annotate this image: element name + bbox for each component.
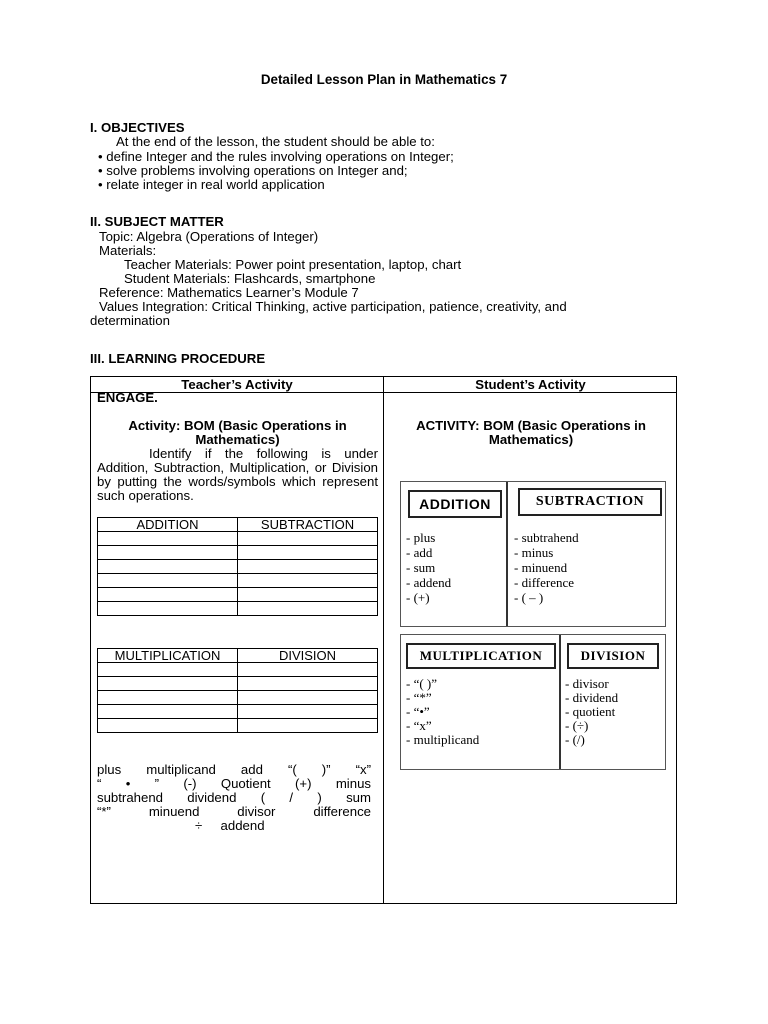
subtraction-label: SUBTRACTION (518, 488, 662, 516)
values-integration-cont: determination (90, 313, 170, 328)
procedure-heading: III. LEARNING PROCEDURE (90, 351, 266, 366)
subtraction-answers (514, 530, 579, 605)
answer-item: - divisor (565, 676, 609, 691)
answer-item: - “( )” (406, 676, 438, 691)
teacher-activity-title: Activity: BOM (Basic Operations in Mathematics) (128, 418, 347, 447)
grid-header-subtraction: SUBTRACTION (238, 518, 378, 532)
answer-item: - (+) (406, 590, 430, 605)
materials-label: Materials: (99, 243, 157, 258)
grid-cell[interactable] (238, 719, 378, 733)
grid-cell[interactable] (238, 663, 378, 677)
page-title: Detailed Lesson Plan in Mathematics 7 (260, 72, 508, 87)
addition-label: ADDITION (408, 490, 502, 518)
division-label: DIVISION (567, 643, 659, 669)
answer-item: - multiplicand (406, 732, 480, 747)
answer-item: - (÷) (565, 718, 589, 733)
values-integration: Values Integration: Critical Thinking, active participation, patience, creativity, and (99, 299, 567, 314)
student-materials: Student Materials: Flashcards, smartphone (124, 271, 376, 286)
multiplication-label: MULTIPLICATION (406, 643, 556, 669)
grid-cell[interactable] (98, 663, 238, 677)
student-activity-title: ACTIVITY: BOM (Basic Operations in Mathematics) (416, 418, 646, 447)
grid-header-addition: ADDITION (98, 518, 238, 532)
grid-cell[interactable] (238, 546, 378, 560)
student-activity-header: Student’s Activity (475, 377, 586, 392)
grid-cell[interactable] (98, 532, 238, 546)
addition-answers (406, 530, 451, 605)
grid-cell[interactable] (238, 705, 378, 719)
multiplication-division-grid (97, 648, 378, 733)
grid-cell[interactable] (238, 602, 378, 616)
topic-line: Topic: Algebra (Operations of Integer) (99, 229, 319, 244)
grid-cell[interactable] (98, 560, 238, 574)
answer-item: - ( – ) (514, 590, 544, 605)
grid-cell[interactable] (238, 532, 378, 546)
answer-item: - (/) (565, 732, 585, 747)
word-bank-line: subtrahend dividend ( / ) sum (97, 790, 371, 805)
objective-item: • relate integer in real world application (98, 177, 325, 192)
objective-item: • define Integer and the rules involving operations on Integer; (98, 149, 454, 164)
answer-item: - minuend (514, 560, 568, 575)
division-answers (565, 677, 618, 747)
grid-cell[interactable] (98, 588, 238, 602)
grid-header-multiplication: MULTIPLICATION (98, 649, 238, 663)
answer-item: - “*” (406, 690, 432, 705)
grid-cell[interactable] (98, 705, 238, 719)
answer-item: - difference (514, 575, 575, 590)
grid-cell[interactable] (238, 677, 378, 691)
header-divider (91, 392, 676, 393)
learning-procedure-table (90, 376, 677, 904)
grid-cell[interactable] (98, 574, 238, 588)
addition-subtraction-grid (97, 517, 378, 616)
word-bank-line: ÷ addend (195, 818, 265, 833)
teacher-instructions: Identify if the following is under Addition, Subtraction, Multiplication, or Division by putting the words/symbols which represent such operations. (97, 446, 378, 503)
word-bank-line: “ • ” (-) Quotient (+) minus (97, 776, 371, 791)
objectives-heading: I. OBJECTIVES (90, 120, 185, 135)
answer-item: - subtrahend (514, 530, 579, 545)
engage-label: ENGAGE. (97, 390, 158, 405)
grid-cell[interactable] (98, 677, 238, 691)
grid-cell[interactable] (238, 574, 378, 588)
answer-item: - addend (406, 575, 452, 590)
grid-cell[interactable] (98, 546, 238, 560)
subject-matter-heading: II. SUBJECT MATTER (90, 214, 224, 229)
answer-key-addition-subtraction (400, 481, 666, 627)
multiplication-answers (406, 677, 479, 747)
panel-divider (559, 635, 561, 769)
answer-item: - add (406, 545, 433, 560)
answer-item: - sum (406, 560, 436, 575)
teacher-activity-header: Teacher’s Activity (181, 377, 293, 392)
panel-divider (506, 482, 508, 626)
word-bank-line: plus multiplicand add “( )” “x” (97, 762, 371, 777)
word-bank-line: “*” minuend divisor difference (97, 804, 371, 819)
answer-item: - quotient (565, 704, 616, 719)
column-divider (383, 377, 384, 903)
teacher-materials: Teacher Materials: Power point presentation, laptop, chart (124, 257, 462, 272)
grid-cell[interactable] (238, 691, 378, 705)
grid-cell[interactable] (98, 602, 238, 616)
grid-cell[interactable] (238, 560, 378, 574)
answer-item: - dividend (565, 690, 619, 705)
answer-key-multiplication-division (400, 634, 666, 770)
answer-item: - plus (406, 530, 436, 545)
reference-line: Reference: Mathematics Learner’s Module 7 (99, 285, 359, 300)
answer-item: - “•” (406, 704, 430, 719)
answer-item: - “x” (406, 718, 432, 733)
answer-item: - minus (514, 545, 554, 560)
grid-header-division: DIVISION (238, 649, 378, 663)
grid-cell[interactable] (98, 719, 238, 733)
grid-cell[interactable] (238, 588, 378, 602)
objective-item: • solve problems involving operations on Integer and; (98, 163, 408, 178)
grid-cell[interactable] (98, 691, 238, 705)
objectives-intro: At the end of the lesson, the student should be able to: (116, 134, 435, 149)
